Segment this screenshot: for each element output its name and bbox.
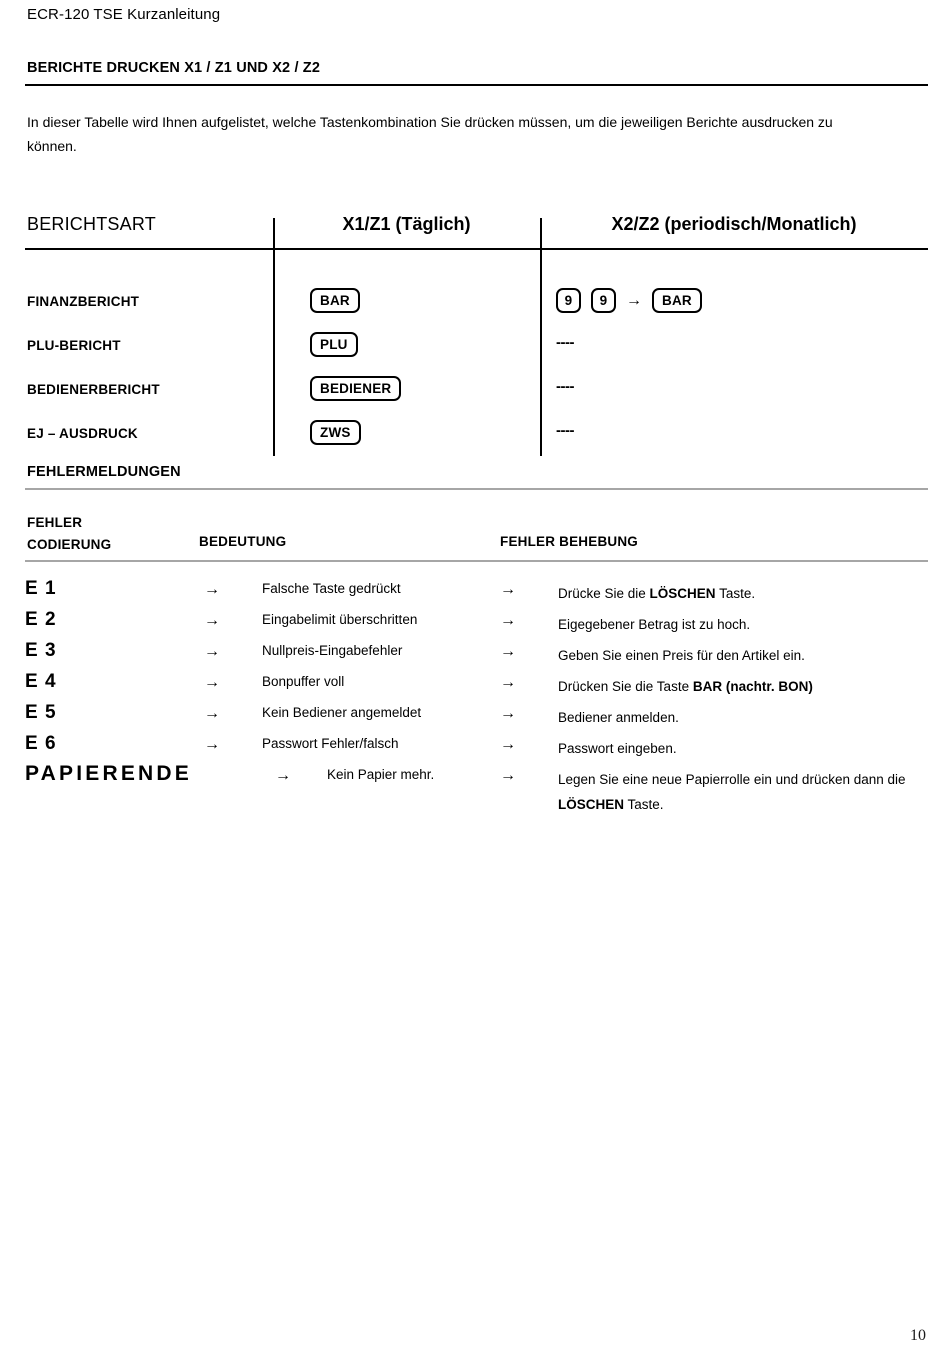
- section-heading: BERICHTE DRUCKEN X1 / Z1 UND X2 / Z2: [27, 60, 321, 76]
- error-meaning: Kein Papier mehr.: [327, 767, 435, 782]
- row-x1z1-keys: [310, 376, 401, 401]
- error-meaning: Bonpuffer voll: [262, 674, 345, 689]
- row-x2z2-keys: [556, 334, 574, 351]
- error-meaning: Nullpreis-Eingabefehler: [262, 643, 403, 658]
- reports-table-header: [0, 214, 950, 248]
- error-meaning: Eingabelimit überschritten: [262, 612, 418, 627]
- error-code: E 5: [25, 702, 57, 723]
- row-label: FINANZBERICHT: [27, 294, 140, 309]
- arrow-icon: →: [500, 643, 516, 660]
- error-fix-pre: Bediener anmelden.: [558, 710, 679, 725]
- key-zws[interactable]: ZWS: [310, 420, 361, 445]
- arrow-icon: →: [500, 581, 516, 598]
- page-number: 10: [910, 1327, 926, 1344]
- error-fix-post: Taste.: [624, 797, 664, 812]
- column-header-x2z2: X2/Z2 (periodisch/Monatlich): [611, 214, 857, 234]
- row-label: EJ – AUSDRUCK: [27, 426, 138, 441]
- key-9-first[interactable]: 9: [556, 288, 581, 313]
- error-fix: [558, 612, 928, 637]
- error-fix: [558, 674, 928, 699]
- error-code: E 2: [25, 609, 57, 630]
- arrow-icon: →: [626, 291, 642, 309]
- key-bediener[interactable]: BEDIENER: [310, 376, 401, 401]
- table-row: [0, 332, 950, 376]
- reports-table: [0, 214, 950, 441]
- error-fix-emphasis: LÖSCHEN: [649, 586, 716, 601]
- empty-dash: ----: [556, 378, 574, 395]
- error-code: E 6: [25, 733, 57, 754]
- table-row: [0, 764, 950, 820]
- error-fix-pre: Eigegebener Betrag ist zu hoch.: [558, 617, 751, 632]
- row-x2z2-keys: [556, 378, 574, 395]
- row-x2z2-keys: [556, 422, 574, 439]
- column-header-fehler-behebung: FEHLER BEHEBUNG: [500, 534, 639, 549]
- error-fix-pre: Legen Sie eine neue Papierrolle ein und drücken dann die: [558, 772, 906, 787]
- empty-dash: ----: [556, 422, 574, 439]
- row-x1z1-keys: [310, 420, 361, 445]
- column-header-fehler-codierung: [27, 512, 111, 556]
- error-meaning: Falsche Taste gedrückt: [262, 581, 401, 596]
- key-bar[interactable]: BAR: [310, 288, 360, 313]
- arrow-icon: →: [204, 581, 220, 598]
- column-header-line-2: CODIERUNG: [27, 537, 112, 552]
- row-x1z1-keys: [310, 288, 360, 313]
- arrow-icon: →: [204, 643, 220, 660]
- section-heading-rule: [25, 84, 928, 86]
- arrow-icon: →: [500, 736, 516, 753]
- arrow-icon: →: [500, 705, 516, 722]
- error-fix-post: Taste.: [715, 586, 756, 601]
- key-plu[interactable]: PLU: [310, 332, 358, 357]
- table-row: [0, 609, 950, 640]
- table-row: [0, 376, 950, 420]
- errors-heading: FEHLERMELDUNGEN: [27, 464, 181, 480]
- errors-table-header: [0, 512, 950, 560]
- errors-table-body: [0, 578, 950, 820]
- error-fix-pre: Drücke Sie die: [558, 586, 650, 601]
- column-header-x1z1: X1/Z1 (Täglich): [342, 214, 471, 234]
- running-head: ECR-120 TSE Kurzanleitung: [27, 6, 221, 23]
- error-code: PAPIERENDE: [25, 762, 192, 785]
- arrow-icon: →: [500, 674, 516, 691]
- error-fix: [558, 705, 928, 730]
- error-meaning: Passwort Fehler/falsch: [262, 736, 399, 751]
- error-meaning: Kein Bediener angemeldet: [262, 705, 422, 720]
- error-fix-pre: Geben Sie einen Preis für den Artikel ein.: [558, 648, 805, 663]
- error-fix: [558, 643, 928, 668]
- arrow-icon: →: [204, 612, 220, 629]
- arrow-icon: →: [500, 612, 516, 629]
- row-x1z1-keys: [310, 332, 358, 357]
- error-fix: [558, 581, 928, 606]
- error-code: E 1: [25, 578, 57, 599]
- table-row: [0, 702, 950, 733]
- table-row: [0, 288, 950, 332]
- error-fix-emphasis: BAR (nachtr. BON): [692, 679, 813, 694]
- errors-table-header-rule: [25, 560, 928, 562]
- error-fix: [558, 736, 928, 761]
- table-row: [0, 420, 950, 464]
- error-code: E 3: [25, 640, 57, 661]
- table-row: [0, 578, 950, 609]
- error-fix: [558, 767, 928, 817]
- arrow-icon: →: [204, 674, 220, 691]
- column-header-berichtsart: BERICHTSART: [27, 214, 156, 234]
- arrow-icon: →: [204, 736, 220, 753]
- error-fix-pre: Passwort eingeben.: [558, 741, 677, 756]
- empty-dash: ----: [556, 334, 574, 351]
- intro-paragraph: In dieser Tabelle wird Ihnen aufgelistet, welche Tastenkombination Sie drücken müssen, um die jeweiligen Berichte ausdrucken zu können.: [27, 114, 833, 154]
- error-fix-emphasis: LÖSCHEN: [558, 797, 625, 812]
- key-bar[interactable]: BAR: [652, 288, 702, 313]
- reports-table-header-rule: [25, 248, 928, 250]
- errors-heading-rule: [25, 488, 928, 490]
- row-label: PLU-BERICHT: [27, 338, 121, 353]
- arrow-icon: →: [500, 767, 516, 784]
- key-9-second[interactable]: 9: [591, 288, 616, 313]
- column-header-line-1: FEHLER: [27, 515, 83, 530]
- table-row: [0, 640, 950, 671]
- table-row: [0, 733, 950, 764]
- arrow-icon: →: [275, 767, 291, 784]
- error-fix-pre: Drücken Sie die Taste: [558, 679, 693, 694]
- row-label: BEDIENERBERICHT: [27, 382, 160, 397]
- column-header-bedeutung: BEDEUTUNG: [199, 534, 287, 549]
- row-x2z2-keys: [556, 288, 702, 313]
- arrow-icon: →: [204, 705, 220, 722]
- table-row: [0, 671, 950, 702]
- error-code: E 4: [25, 671, 57, 692]
